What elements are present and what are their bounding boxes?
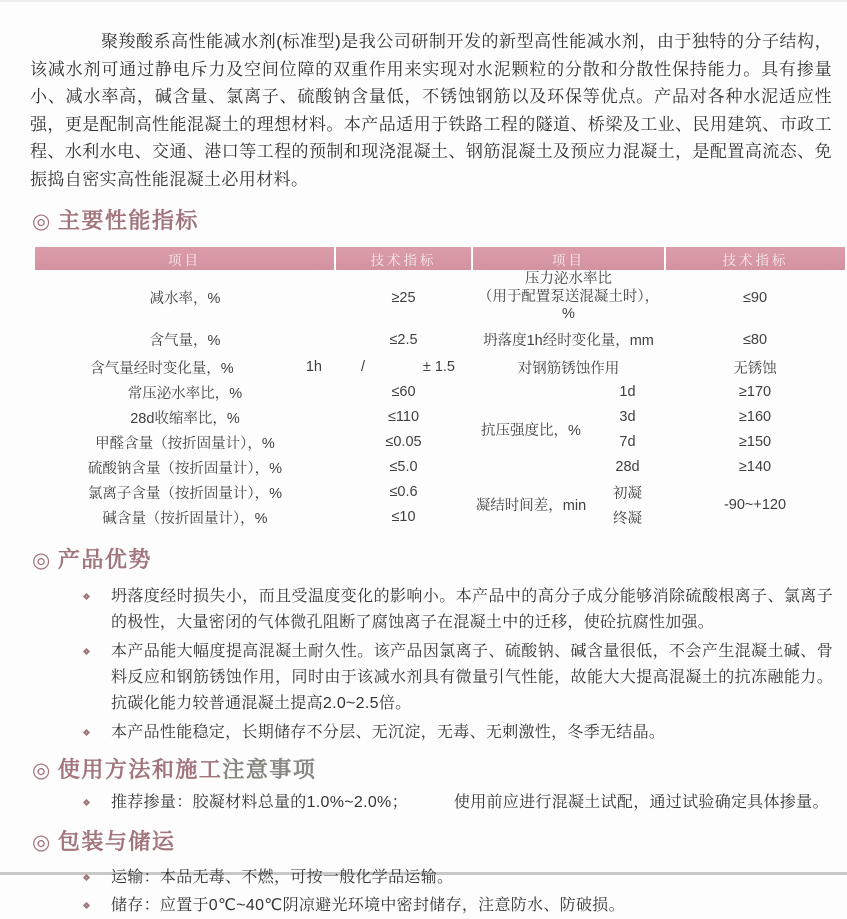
diamond-bullet-icon <box>83 799 90 806</box>
spec-value-cell: ≤10 <box>391 509 416 526</box>
item-label-cell: 甲醛含量（按折固量计），% <box>95 435 275 452</box>
list-item <box>84 720 833 746</box>
slash-placeholder: / <box>361 359 366 376</box>
table-header-row <box>35 247 845 270</box>
spec-value-cell: ≤110 <box>387 409 420 426</box>
section-heading-packaging <box>32 828 847 856</box>
usage-dosage: 推荐掺量：胶凝材料总量的1.0%~2.0%； <box>111 794 408 812</box>
item-label-cell: 硫酸钠含量（按折固量计），% <box>87 460 283 477</box>
spec-value-cell: ≤5.0 <box>389 459 418 476</box>
usage-text <box>111 790 829 816</box>
advantage-text: 本产品能大幅度提高混凝土耐久性。该产品因氯离子、硫酸钠、碱含量很低，不会产生混凝土碱、骨料反应和钢筋锈蚀作用，同时由于该减水剂具有微量引气性能，故能大大提高混凝土的抗冻融能力。抗碳化能力较普通混凝土提高2.0~2.5倍。 <box>111 643 833 712</box>
spec-value-cell <box>335 355 472 380</box>
compressive-strength-label-cell: 抗压强度比，% <box>481 423 581 440</box>
spec-value-cell: -90~+120 <box>723 496 787 513</box>
spec-value-cell: ≥160 <box>738 409 772 426</box>
pressure-bleeding-label-line2: （用于配置泵送混凝土时），% <box>477 288 660 323</box>
section-title-usage-secondary: 注意事项 <box>222 757 317 782</box>
spec-value-cell: ≤60 <box>391 384 416 401</box>
section-heading-usage <box>32 756 847 784</box>
col-header-item-left: 项目 <box>35 247 335 270</box>
table-row <box>35 455 845 480</box>
table-row <box>35 325 845 355</box>
section-title-usage-primary: 使用方法和施工 <box>57 757 223 782</box>
list-item <box>84 584 833 636</box>
table-row <box>35 355 845 380</box>
spec-value-cell: 无锈蚀 <box>733 360 777 377</box>
spec-value-cell: ≤80 <box>742 331 768 348</box>
pressure-bleeding-label-line1: 压力泌水率比 <box>525 271 612 288</box>
setting-initial-cell: 初凝 <box>613 485 642 502</box>
section-marker-icon: ◎ <box>32 210 52 233</box>
list-item <box>84 865 833 891</box>
item-label-cell: 坍落度1h经时变化量，mm <box>483 333 654 350</box>
spec-value-cell: ≤0.05 <box>385 434 422 451</box>
spec-value-cell: ≥140 <box>738 459 772 476</box>
table-row <box>35 430 845 455</box>
section-title-packaging: 包装与储运 <box>57 829 176 855</box>
diamond-bullet-icon <box>83 729 90 736</box>
item-label-cell <box>472 270 665 325</box>
usage-trial-note: 使用前应进行混凝土试配，通过试验确定具体掺量。 <box>453 794 829 812</box>
col-header-item-right: 项目 <box>472 247 665 270</box>
age-cell: 28d <box>615 459 640 476</box>
item-label-cell: 含气量，% <box>149 333 221 350</box>
list-item <box>84 639 833 717</box>
item-label-cell <box>35 355 335 380</box>
table-row <box>35 380 845 405</box>
item-label-cell: 28d收缩率比，% <box>130 410 240 427</box>
spec-value-cell: ≤90 <box>742 289 768 306</box>
age-cell: 7d <box>619 434 636 451</box>
diamond-bullet-icon <box>83 648 90 655</box>
col-header-spec-left: 技术指标 <box>335 247 472 270</box>
item-label-cell: 常压泌水率比，% <box>127 385 243 402</box>
diamond-bullet-icon <box>83 593 90 600</box>
setting-final-cell: 终凝 <box>613 510 642 527</box>
spec-value-cell: ≤2.5 <box>389 331 418 348</box>
advantage-text: 本产品性能稳定，长期储存不分层、无沉淀，无毒、无刺激性，冬季无结晶。 <box>111 724 666 741</box>
air-content-change-label: 含气量经时变化量，% <box>90 360 234 377</box>
setting-time-label-cell: 凝结时间差，min <box>475 498 587 515</box>
spec-value-cell: ≥25 <box>391 289 416 306</box>
air-content-change-value: ± 1.5 <box>422 359 455 376</box>
section-marker-icon: ◎ <box>32 548 52 572</box>
age-cell: 1d <box>619 384 636 401</box>
diamond-bullet-icon <box>83 901 90 908</box>
age-cell: 3d <box>619 409 636 426</box>
item-label-cell: 碱含量（按折固量计），% <box>102 510 268 527</box>
spec-value-cell: ≤0.6 <box>389 484 418 501</box>
item-label-cell: 减水率，% <box>149 291 221 307</box>
intro-paragraph: 聚羧酸系高性能减水剂(标准型)是我公司研制开发的新型高性能减水剂，由于独特的分子结构，该减水剂可通过静电斥力及空间位障的双重作用来实现对水泥颗粒的分散和分散性保持能力。具有掺量小、减水率高，碱含量、氯离子、硫酸钠含量低，不锈蚀钢筋以及环保等优点。产品对各种水泥适应性强，更是配制高性能混凝土的理想材料。本产品适用于铁路工程的隧道、桥梁及工业、民用建筑、市政工程、水利水电、交通、港口等工程的预制和现浇混凝土、钢筋混凝土及预应力混凝土，是配置高流态、免振捣自密实高性能混凝土必用材料。 <box>30 32 832 189</box>
list-item <box>84 893 833 919</box>
advantage-text: 坍落度经时损失小，而且受温度变化的影响小。本产品中的高分子成分能够消除硫酸根离子、氯离子的极性，大量密闭的气体微孔阻断了腐蚀离子在混凝土中的迁移，使砼抗腐性加强。 <box>111 588 833 631</box>
storage-text: 储存：应置于0℃~40℃阴凉避光环境中密封储存，注意防水、防破损。 <box>111 896 625 914</box>
transport-text: 运输：本品无毒、不燃，可按一般化学品运输。 <box>111 868 454 886</box>
spec-value-cell: ≥170 <box>738 384 772 401</box>
spec-value-cell: ≥150 <box>738 434 772 451</box>
section-heading-advantages <box>32 546 847 574</box>
section-title-performance: 主要性能指标 <box>57 208 199 233</box>
col-header-spec-right: 技术指标 <box>665 247 845 270</box>
table-row <box>35 270 845 325</box>
item-label-cell: 氯离子含量（按折固量计），% <box>87 485 283 502</box>
performance-table <box>35 247 845 530</box>
air-content-change-sub: 1h <box>305 359 322 376</box>
table-row <box>35 405 845 430</box>
section-marker-icon: ◎ <box>32 759 52 782</box>
table-row <box>35 480 845 505</box>
section-title-advantages: 产品优势 <box>57 546 152 572</box>
list-item <box>84 790 833 816</box>
section-marker-icon: ◎ <box>32 831 52 855</box>
item-label-cell: 对钢筋锈蚀作用 <box>517 360 620 377</box>
section-heading-performance <box>32 207 847 235</box>
